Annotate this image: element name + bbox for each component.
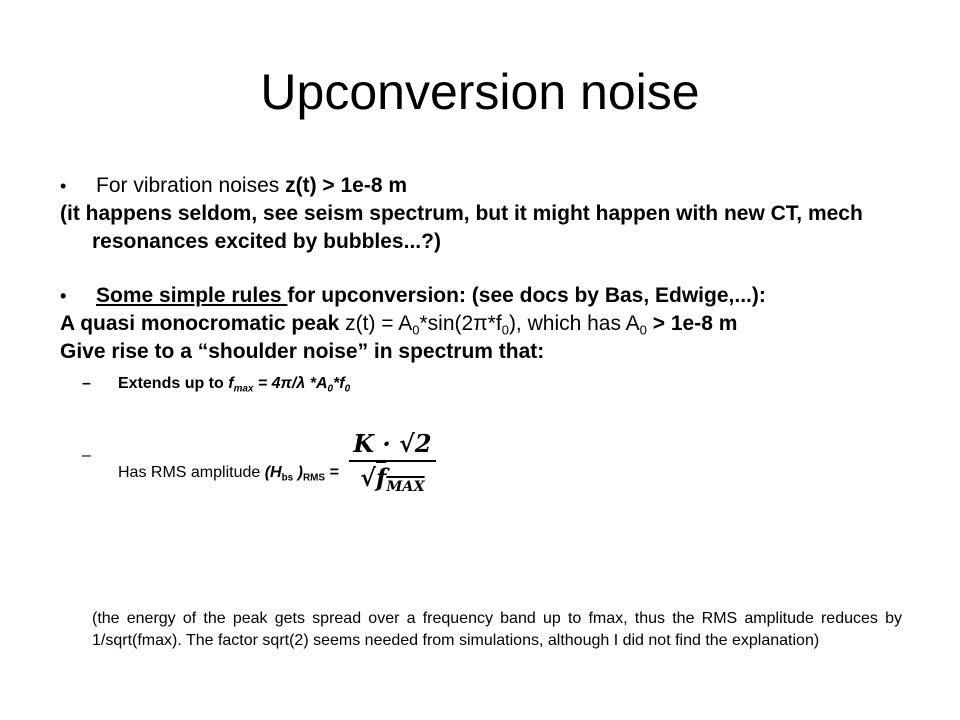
rms-formula: [349, 429, 435, 496]
formula-denominator: [349, 462, 435, 496]
dash-icon: –: [82, 375, 91, 392]
extends-f0: *f: [333, 375, 345, 392]
peak-lead: A quasi monocromatic peak: [60, 312, 346, 335]
slide-body: [60, 172, 920, 504]
extends-fmax-sub: max: [233, 383, 254, 395]
peak-formula-b: *sin(2π*f: [419, 312, 502, 335]
extends-eq: = 4π/: [253, 375, 297, 392]
bullet-dot-icon: •: [60, 176, 67, 196]
bullet-vibration: [60, 172, 920, 200]
peak-sub-2: 0: [501, 322, 509, 338]
peak-formula-c: ), which has A: [508, 312, 640, 335]
sub-bullet-rms: [60, 429, 920, 504]
sqrt-symbol: √: [360, 463, 377, 492]
peak-tail: > 1e-8 m: [646, 312, 738, 335]
formula-f: $f_{MAX}$: [376, 463, 425, 496]
explanation-note: (the energy of the peak gets spread over a frequency band up to fmax, thus the RMS amplitude reduces by 1/sqrt(fmax). The factor sqrt(2) seems needed from simulations, although I did not find the explanation): [92, 610, 902, 649]
formula-numerator: K · √2: [349, 430, 435, 462]
bullet-dot-icon: •: [60, 286, 67, 306]
peak-sub-3: 0: [639, 322, 647, 338]
rms-text: Has RMS amplitude: [118, 464, 265, 482]
peak-sub-1: 0: [412, 322, 420, 338]
bullet-rules: [60, 282, 920, 310]
extends-f0-sub: 0: [344, 383, 351, 395]
slide-title: Upconversion noise: [260, 64, 700, 120]
extends-a-sub: 0: [327, 383, 334, 395]
paragraph-seldom: (it happens seldom, see seism spectrum, but it might happen with new CT, mech resonances excited by bubbles...?): [60, 202, 863, 253]
rms-sub: RMS: [302, 472, 325, 484]
extends-a: *A: [305, 375, 328, 392]
rms-h: (H: [264, 464, 282, 482]
rules-rest: for upconversion: (see docs by Bas, Edwige,...):: [287, 284, 766, 307]
paragraph-shoulder: Give rise to a “shoulder noise” in spectrum that:: [60, 340, 545, 363]
lambda-symbol: λ: [296, 375, 306, 392]
rms-h2: ): [293, 464, 303, 482]
peak-formula-a: z(t) = A: [345, 312, 413, 335]
paragraph-peak: [60, 310, 920, 338]
bullet-vibration-threshold: z(t) > 1e-8 m: [285, 174, 408, 197]
rms-h-sub: bs: [281, 472, 294, 484]
rms-eq: =: [324, 464, 339, 482]
rules-underlined: Some simple rules: [96, 284, 288, 307]
formula-max-sub: MAX: [386, 478, 425, 496]
spacer: [60, 256, 920, 282]
extends-f: f: [228, 375, 234, 392]
bullet-vibration-text: For vibration noises: [96, 174, 286, 197]
dash-icon: –: [82, 447, 91, 464]
extends-text: Extends up to: [118, 375, 229, 392]
sub-bullet-extends: [60, 370, 920, 398]
